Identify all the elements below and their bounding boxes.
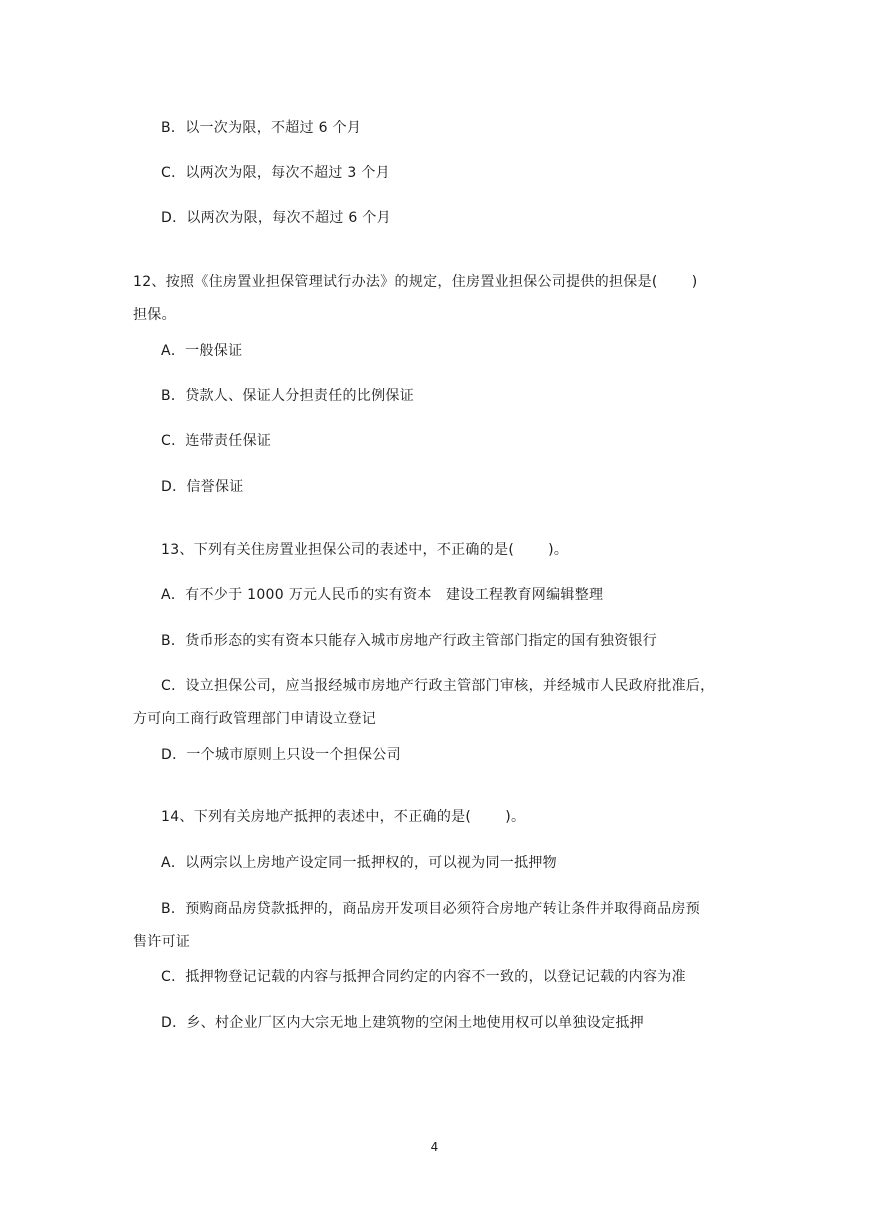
option-b: B．以一次为限，不超过 6 个月 bbox=[161, 120, 362, 136]
option-b-continued: 售许可证 bbox=[133, 934, 191, 950]
option-d: D．乡、村企业厂区内大宗无地上建筑物的空闲土地使用权可以单独设定抵押 bbox=[161, 1015, 644, 1031]
question-stem-text: 14、下列有关房地产抵押的表述中，不正确的是( bbox=[161, 809, 472, 825]
question-stem-text: 12、按照《住房置业担保管理试行办法》的规定，住房置业担保公司提供的担保是( bbox=[133, 274, 658, 290]
option-a: A．以两宗以上房地产设定同一抵押权的，可以视为同一抵押物 bbox=[161, 855, 557, 871]
answer-paren-close: ) bbox=[691, 274, 698, 290]
option-d: D．一个城市原则上只设一个担保公司 bbox=[161, 747, 401, 763]
option-c: C．抵押物登记记载的内容与抵押合同约定的内容不一致的，以登记记载的内容为准 bbox=[161, 969, 686, 985]
question-stem bbox=[133, 273, 697, 291]
page-number: 4 bbox=[430, 1140, 439, 1154]
option-d: D．以两次为限，每次不超过 6 个月 bbox=[161, 210, 391, 226]
question-stem bbox=[161, 541, 568, 559]
option-a: A．有不少于 1000 万元人民币的实有资本 建设工程教育网编辑整理 bbox=[161, 587, 604, 603]
answer-paren-close: )。 bbox=[548, 542, 569, 558]
answer-paren-close: )。 bbox=[505, 809, 526, 825]
option-c: C．设立担保公司，应当报经城市房地产行政主管部门审核，并经城市人民政府批准后， bbox=[161, 678, 715, 694]
question-stem bbox=[161, 808, 525, 826]
question-stem-text: 13、下列有关住房置业担保公司的表述中，不正确的是( bbox=[161, 542, 515, 558]
option-c-continued: 方可向工商行政管理部门申请设立登记 bbox=[133, 711, 377, 727]
option-b: B．贷款人、保证人分担责任的比例保证 bbox=[161, 388, 415, 404]
option-a: A．一般保证 bbox=[161, 343, 243, 359]
option-b: B．货币形态的实有资本只能存入城市房地产行政主管部门指定的国有独资银行 bbox=[161, 633, 658, 649]
option-d: D．信誉保证 bbox=[161, 479, 244, 495]
question-stem-continued: 担保。 bbox=[133, 307, 176, 323]
option-c: C．以两次为限，每次不超过 3 个月 bbox=[161, 165, 390, 181]
option-b: B．预购商品房贷款抵押的，商品房开发项目必须符合房地产转让条件并取得商品房预 bbox=[161, 901, 701, 917]
option-c: C．连带责任保证 bbox=[161, 433, 272, 449]
